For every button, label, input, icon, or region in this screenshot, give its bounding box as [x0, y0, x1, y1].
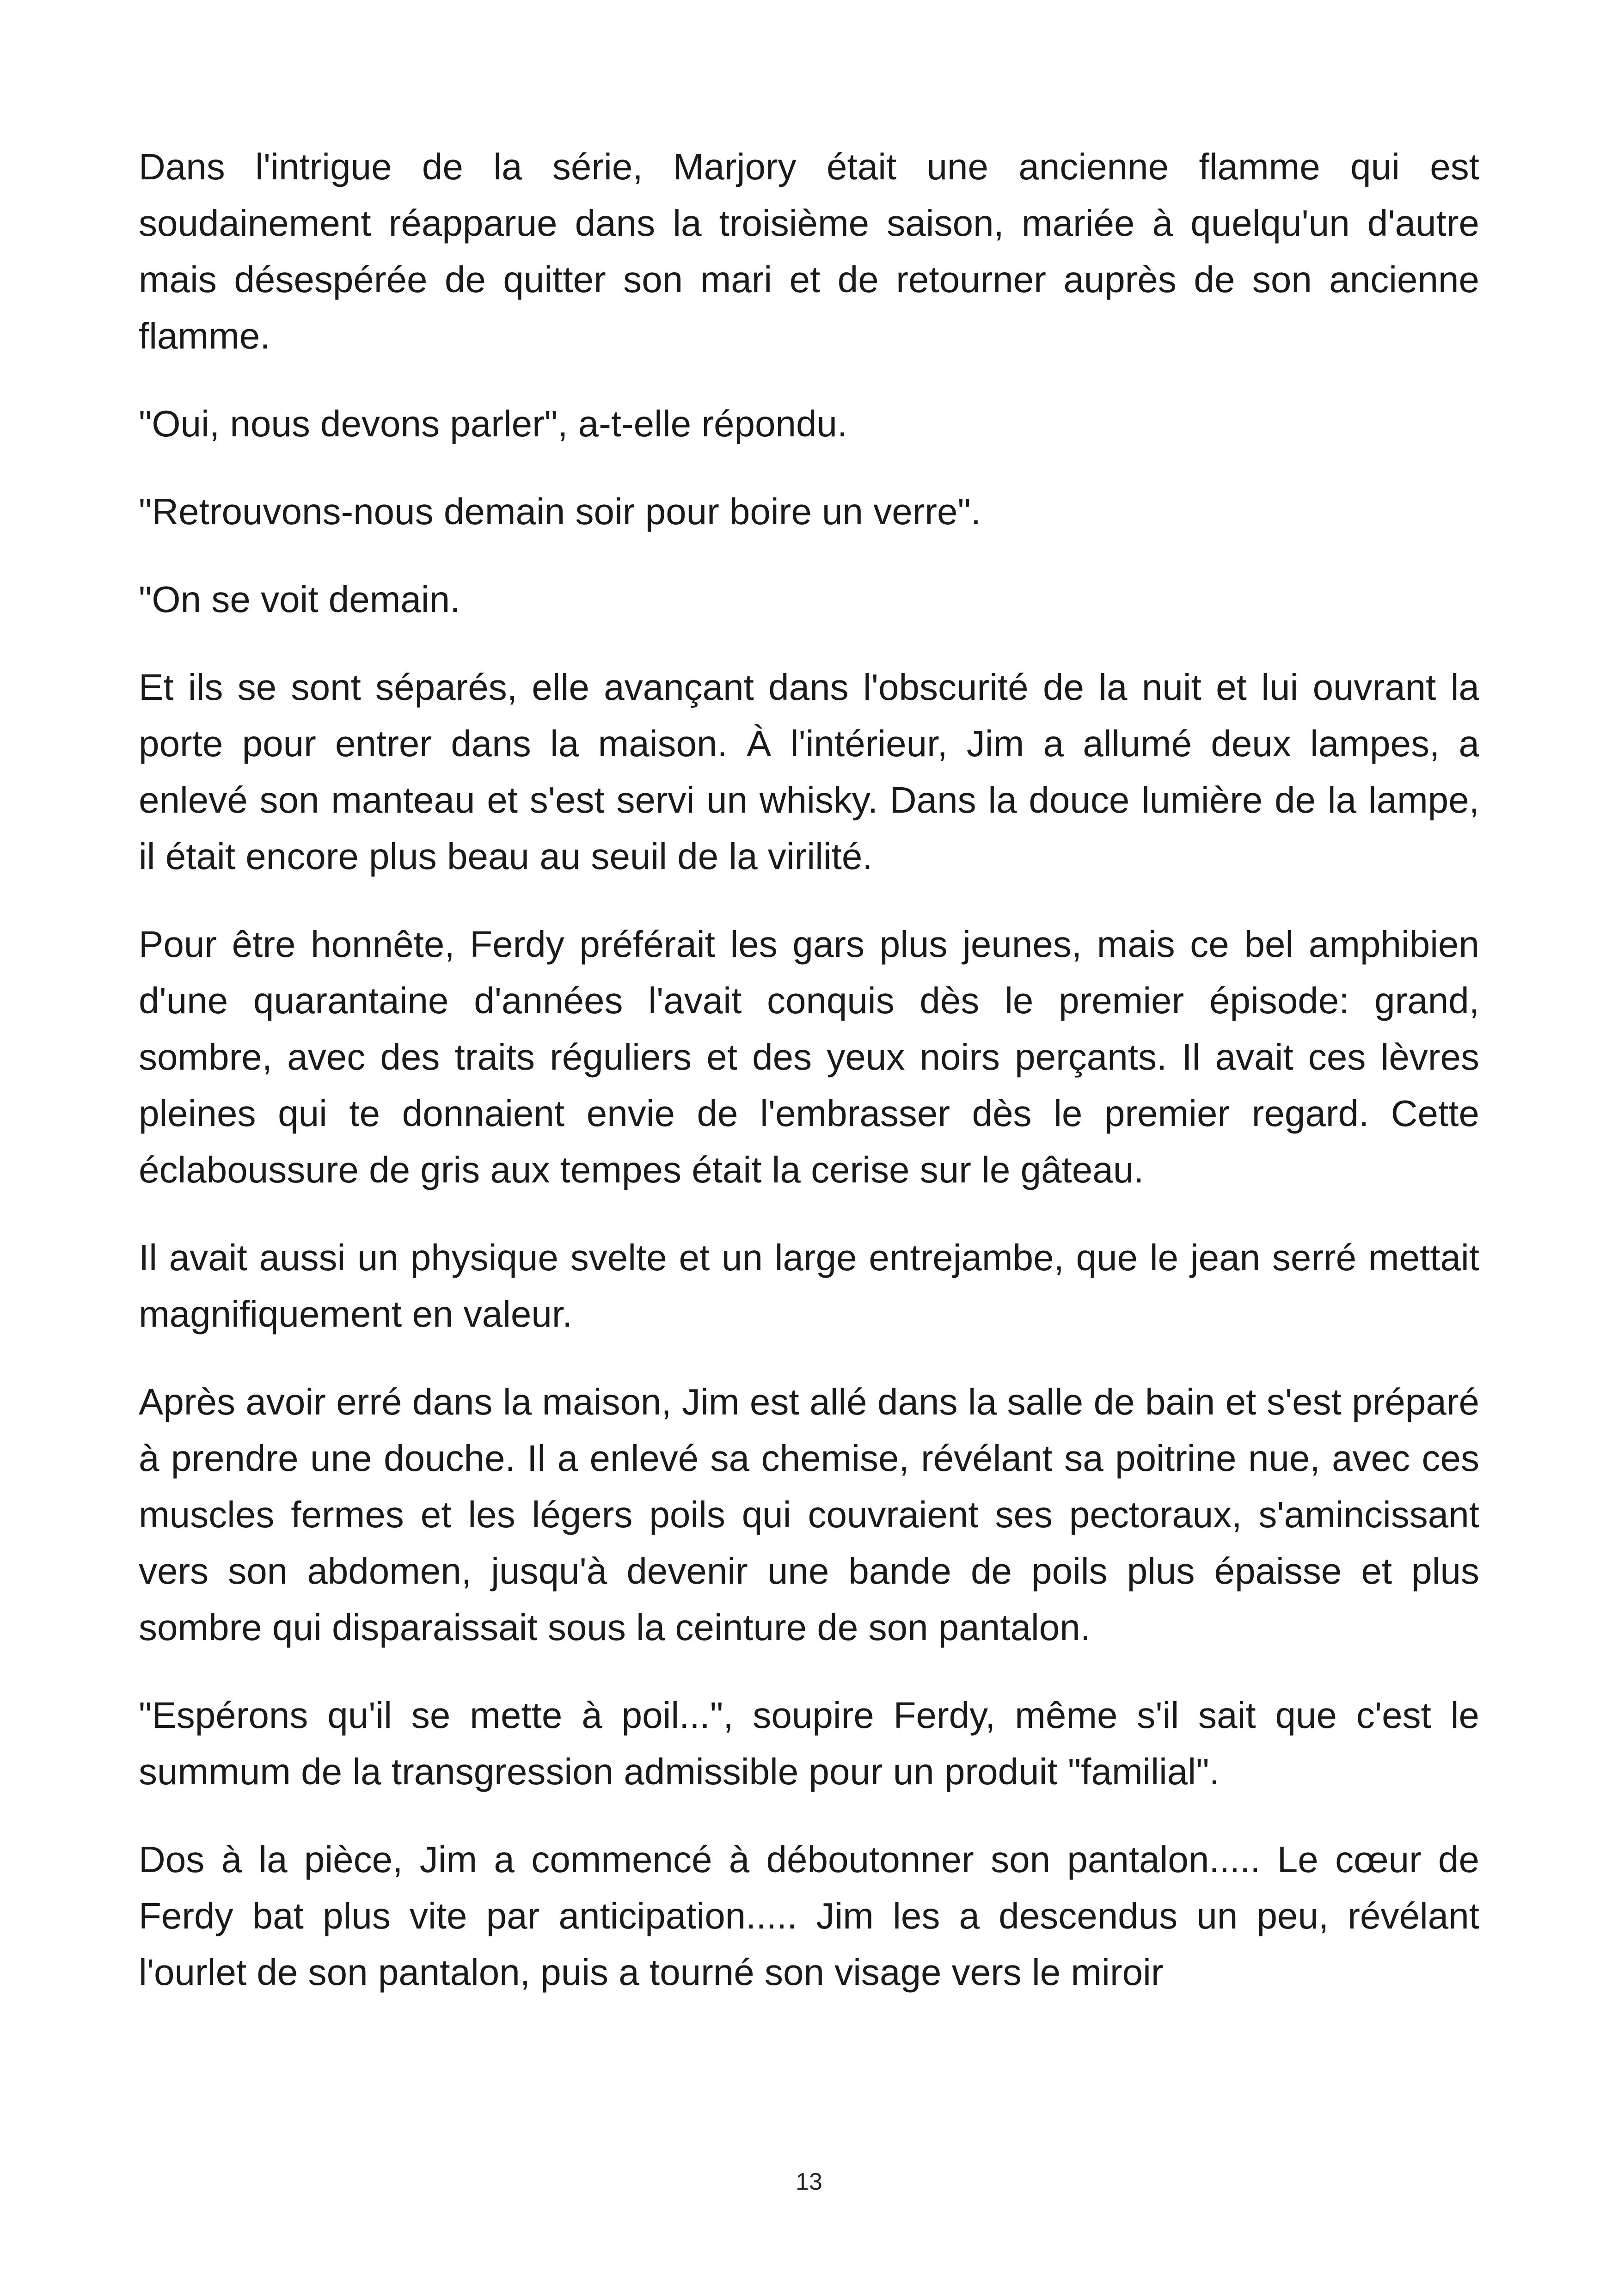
body-text — [139, 139, 1479, 2032]
paragraph-8: Après avoir erré dans la maison, Jim est allé dans la salle de bain et s'est préparé à prendre une douche. Il a enlevé sa chemise, révélant sa poitrine nue, avec ces muscles fermes et les légers poils qui couvraient ses pectoraux, s'amincissant vers son abdomen, jusqu'à devenir une bande de poils plus épaisse et plus sombre qui disparaissait sous la ceinture de son pantalon. — [139, 1381, 1479, 1648]
page-number: 13 — [796, 2168, 822, 2195]
paragraph-9: "Espérons qu'il se mette à poil...", soupire Ferdy, même s'il sait que c'est le summum de la transgression admissible pour un produit "familial". — [139, 1695, 1479, 1792]
paragraph-7: Il avait aussi un physique svelte et un large entrejambe, que le jean serré mettait magnifiquement en valeur. — [139, 1237, 1479, 1335]
paragraph-2: "Oui, nous devons parler", a-t-elle répondu. — [139, 403, 848, 444]
paragraph-5: Et ils se sont séparés, elle avançant dans l'obscurité de la nuit et lui ouvrant la porte pour entrer dans la maison. À l'intérieur, Jim a allumé deux lampes, a enlevé son manteau et s'est servi un whisky. Dans la douce lumière de la lampe, il était encore plus beau au seuil de la virilité. — [139, 667, 1479, 877]
paragraph-3: "Retrouvons-nous demain soir pour boire un verre". — [139, 491, 981, 532]
paragraph-6: Pour être honnête, Ferdy préférait les gars plus jeunes, mais ce bel amphibien d'une quarantaine d'années l'avait conquis dès le premier épisode: grand, sombre, avec des traits réguliers et des yeux noirs perçants. Il avait ces lèvres pleines qui te donnaient envie de l'embrasser dès le premier regard. Cette éclaboussure de gris aux tempes était la cerise sur le gâteau. — [139, 924, 1479, 1190]
paragraph-4: "On se voit demain. — [139, 579, 460, 620]
paragraph-10: Dos à la pièce, Jim a commencé à déboutonner son pantalon..... Le cœur de Ferdy bat plus vite par anticipation..... Jim les a descendus un peu, révélant l'ourlet de son pantalon, puis a tourné son visage vers le miroir — [139, 1839, 1479, 1993]
paragraph-1: Dans l'intrigue de la série, Marjory était une ancienne flamme qui est soudainement réapparue dans la troisième saison, mariée à quelqu'un d'autre mais désespérée de quitter son mari et de retourner auprès de son ancienne flamme. — [139, 146, 1479, 356]
